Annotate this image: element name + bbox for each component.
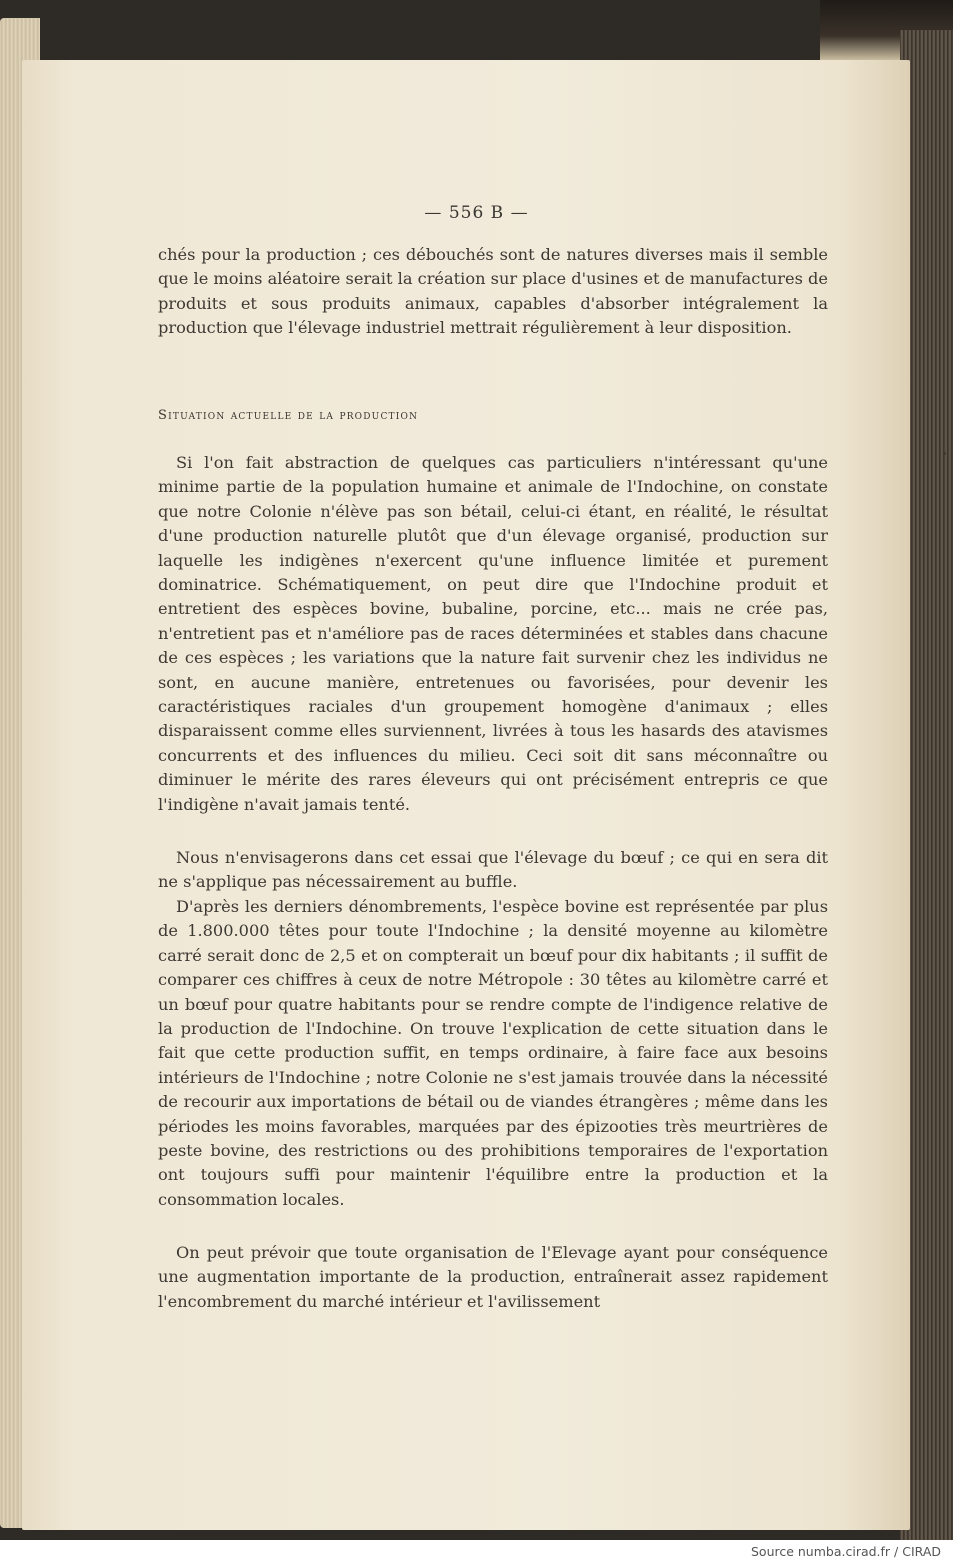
section-heading: Situation actuelle de la production <box>158 408 419 423</box>
paragraph-2: Si l'on fait abstraction de quelques cas particuliers n'intéressant qu'une minime partie de la population humaine et animale de l'Indochine, on constate que notre Colonie n'élève pas son bétail, celui-ci étant, en réalité, le résultat d'une production naturelle plutôt que d'un élevage organisé, production sur laquelle les indigènes n'exercent qu'une influence limitée et purement dominatrice. Schématiquement, on peut dire que l'Indochine produit et entretient des espèces bovine, bubaline, porcine, etc... mais ne crée pas, n'entretient pas et n'améliore pas de races déterminées et stables dans chacune de ces espèces ; les variations que la nature fait survenir chez les individus ne sont, en aucune manière, entretenues ou favorisées, pour devenir les caractéristiques raciales d'un groupement homogène d'animaux ; elles disparaissent comme elles surviennent, livrées à tous les hasards des atavismes concurrents et des influences du milieu. Ceci soit dit sans méconnaître ou diminuer le mérite des rares éleveurs qui ont précisément entrepris ce que l'indigène n'avait jamais tenté. <box>158 453 828 814</box>
paragraph-5: On peut prévoir que toute organisation de l'Elevage ayant pour conséquence une augmentation importante de la production, entraînerait assez rapidement l'encombrement du marché intérieur et l'avilissement <box>158 1243 828 1311</box>
margin-dot <box>943 452 946 455</box>
page-number: — 556 B — <box>424 203 529 223</box>
paragraph-1: chés pour la production ; ces débouchés sont de natures diverses mais il semble que le moins aléatoire serait la création sur place d'usines et de manufactures de produits et sous produits animaux, capables d'absorber intégralement la production que l'élevage industriel mettrait régulièrement à leur disposition. <box>158 245 828 338</box>
paragraph-4: D'après les derniers dénombrements, l'espèce bovine est représentée par plus de 1.800.000 têtes pour toute l'Indochine ; la densité moyenne au kilomètre carré serait donc de 2,5 et on compterait un bœuf pour dix habitants ; il suffit de comparer ces chiffres à ceux de notre Métropole : 30 têtes au kilomètre carré et un bœuf pour quatre habitants pour se rendre compte de l'indigence relative de la production de l'Indochine. On trouve l'explication de cette situation dans le fait que cette production suffit, en temps ordinaire, à faire face aux besoins intérieurs de l'Indochine ; notre Colonie ne s'est jamais trouvée dans la nécessité de recourir aux importations de bétail ou de viandes étrangères ; même dans les périodes les moins favorables, marquées par des épizooties très meurtrières de peste bovine, des restrictions ou des prohibitions temporaires de l'exportation ont toujours suffi pour maintenir l'équilibre entre la production et la consommation locales. <box>158 897 828 1209</box>
paragraph-3: Nous n'envisagerons dans cet essai que l'élevage du bœuf ; ce qui en sera dit ne s'applique pas nécessairement au buffle. <box>158 848 828 892</box>
source-credit: Source numba.cirad.fr / CIRAD <box>750 1544 941 1559</box>
